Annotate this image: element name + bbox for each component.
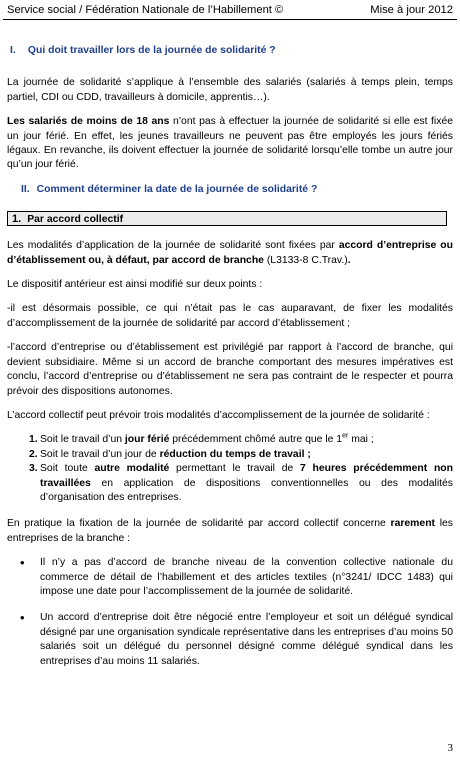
section-1-paragraph-2: Les salariés de moins de 18 ans n’ont pas à effectuer la journée de solidarité si elle est fixée un jour férié. En effet, les jeunes travailleurs ne peuvent pas être employés les jours fériés légaux. En revanche, ils doivent effectuer la journée de solidarité lorsqu’elle tombe un autre jour qu’un jour férié. [7,116,453,171]
changes-intro: Le dispositif antérieur est ainsi modifié sur deux points : [7,279,263,291]
list-item: • Il n’y a pas d’accord de branche niveau de la convention collective nationale du commerce de détail de l’habillement et des articles textiles (n°3241/ IDCC 1483) qui impose une date pour l’accomplissement de la journée de solidarité. [20,555,453,597]
section-2-number: II. [21,183,30,195]
header-update-date: Mise à jour 2012 [370,4,453,16]
section-1-title: Qui doit travailler lors de la journée de solidarité ? [27,45,276,56]
modalities-list [7,433,453,505]
section-2-title: Comment déterminer la date de la journée de solidarité ? [36,183,318,195]
list-item: 1. Soit le travail d’un jour férié précédemment chômé autre que le 1er mai ; [29,432,374,446]
three-modalities-intro: L’accord collectif peut prévoir trois modalités d’accomplissement de la journée de solidarité : [7,409,430,421]
list-item: • Un accord d’entreprise doit être négocié entre l’employeur et soit un délégué syndical désigné par une organisation syndicale représentative dans les entreprises d’au moins 50 salariés soit un délégué du personnel désigné comme délégué syndical dans les entreprises d’au moins 11 salariés. [20,610,453,667]
section-1-paragraph-1: La journée de solidarité s’applique à l’ensemble des salariés (salariés à temps plein, temps partiel, CDI ou CDD, travailleurs à domicile, apprentis…). [7,77,453,103]
section-2-heading [7,183,453,197]
page-header [7,2,453,18]
subsection-1-number: 1. [12,213,22,226]
change-point-2: -l’accord d’entreprise ou d’établissement est privilégié par rapport à l’accord de branche, qui devient subsidiaire. Même si un accord de branche comportant des mesures impératives est conclu, l’accord d’entreprise ou d’établissement ne sera pas contraint de le respecter et pourra prévoir des dispositions autonomes. [7,342,453,397]
header-divider [3,19,457,20]
section-1-heading [7,44,453,58]
subsection-1-title: Par accord collectif [27,214,124,226]
bullet-icon: • [20,555,25,571]
list-item: 2. Soit le travail d’un jour de réduction du temps de travail ; [29,448,311,460]
page-number: 3 [447,741,453,754]
section-1-number: I. [10,45,16,56]
header-source: Service social / Fédération Nationale de l’Habillement © [7,4,284,16]
page-content [7,44,453,681]
subsection-1-heading [7,211,447,226]
practice-paragraph: En pratique la fixation de la journée de solidarité par accord collectif concerne rarement les entreprises de la branche : [7,518,454,544]
change-point-1: -il est désormais possible, ce qui n’était pas le cas auparavant, de fixer les modalités d’accomplissement de la journée de solidarité par accord d’établissement ; [7,303,453,329]
minors-emphasis: Les salariés de moins de 18 ans [7,116,170,128]
modalities-paragraph: Les modalités d’application de la journée de solidarité sont fixées par accord d’entreprise ou d’établissement ou, à défaut, par accord de branche (L3133-8 C.Trav.). [7,240,453,266]
bullet-icon: • [20,610,25,626]
practice-bullets [7,556,453,669]
list-item: 3. Soit toute autre modalité permettant le travail de 7 heures précédemment non travaillées en application de dispositions conventionnelles ou des modalités d’organisation des entreprises. [29,463,453,503]
